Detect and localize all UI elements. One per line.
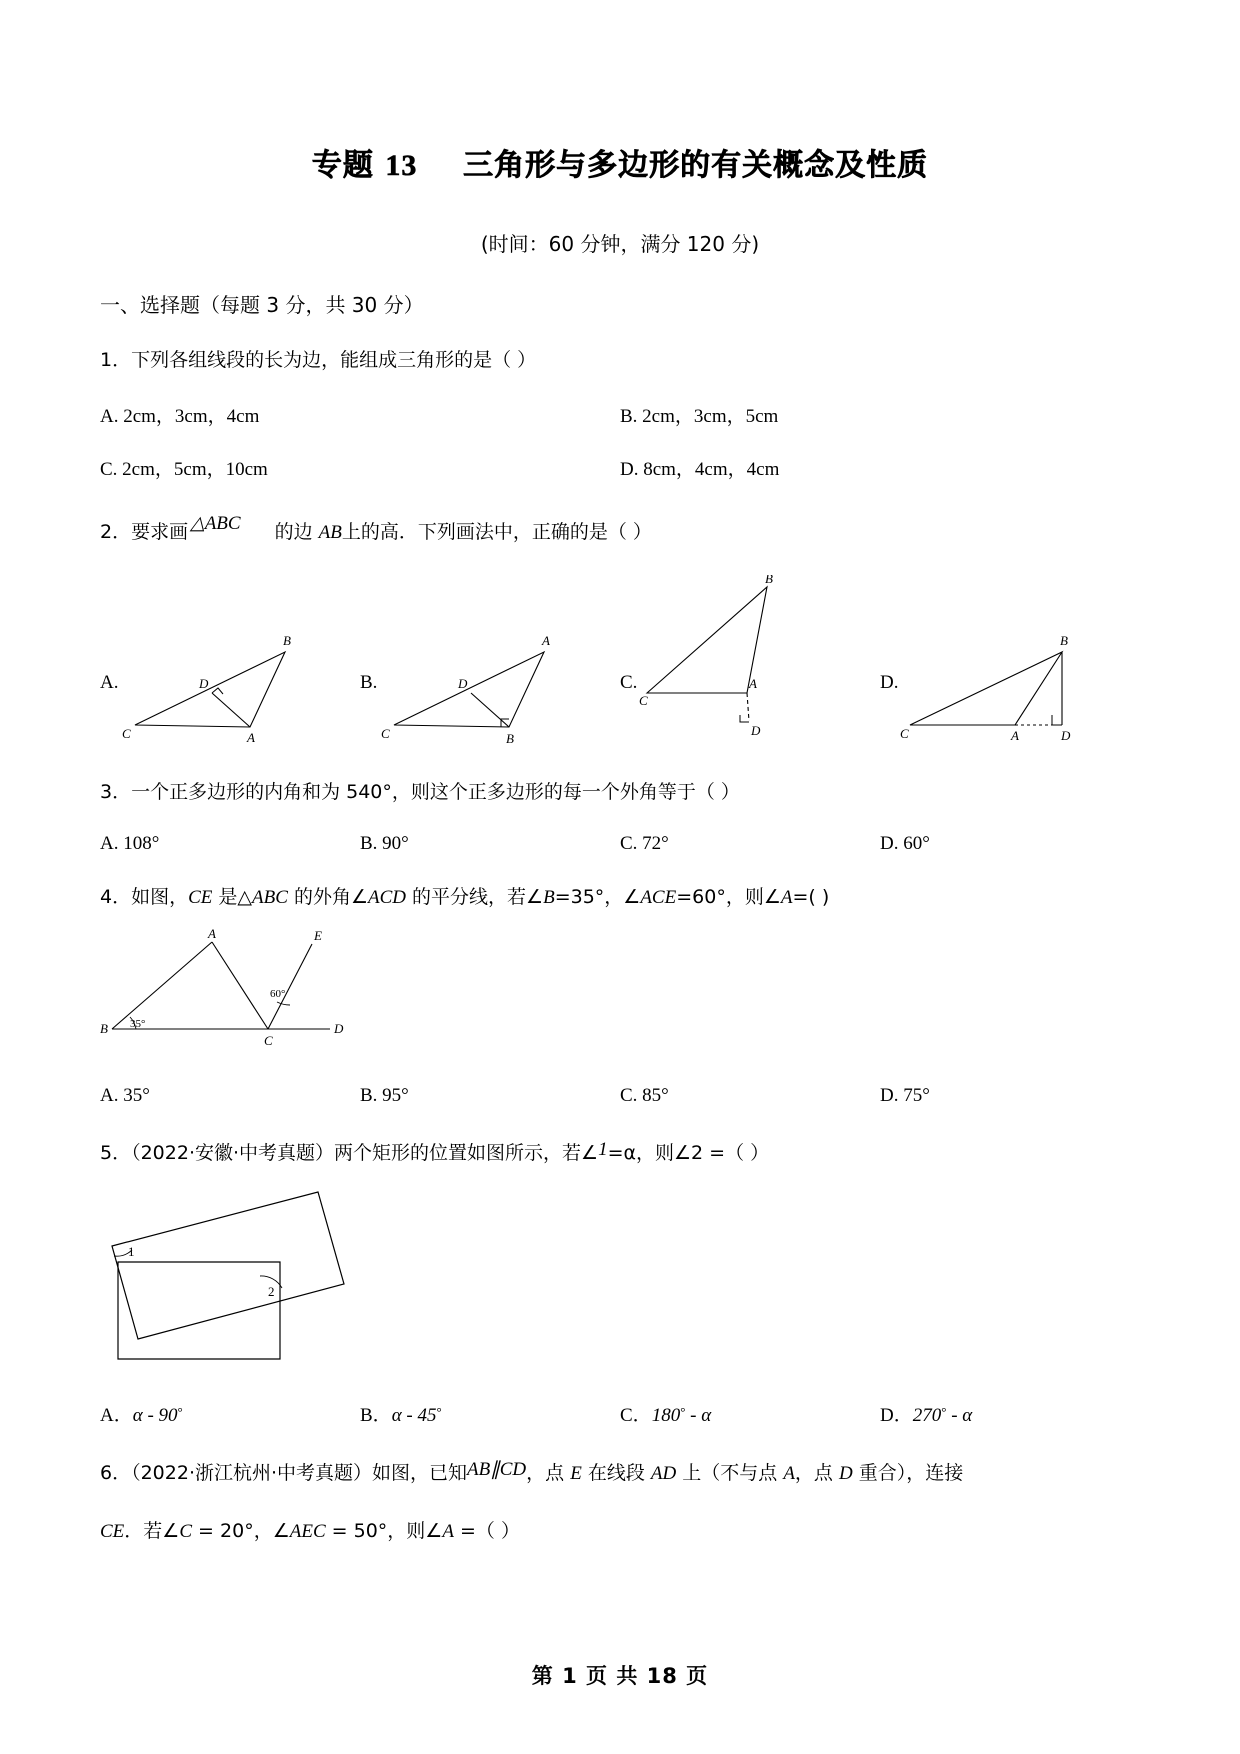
q4-acd: ACD <box>368 887 406 909</box>
vertex-label-C: C <box>264 1032 273 1048</box>
vertex-label-D: D <box>751 722 761 738</box>
figure-option-A <box>100 570 360 750</box>
option-5-B-expr: α - 45 <box>391 1405 437 1427</box>
q6-seg-j: =（ ） <box>453 1519 520 1542</box>
option-5-C-expr: 180 <box>651 1405 681 1427</box>
option-5-D-expr: 270 <box>912 1405 942 1427</box>
option-4-C[interactable]: C. 85° <box>620 1084 669 1106</box>
q6-seg-a: 6．（2022·浙江杭州·中考真题）如图，已知 <box>100 1462 468 1485</box>
figure-option-C <box>620 570 880 750</box>
option-5-A-deg: ° <box>177 1404 183 1420</box>
q6-seg-d: 上（不与点 <box>676 1462 784 1485</box>
segment-ab-label: AB <box>318 522 342 544</box>
vertex-label-C: C <box>639 692 649 708</box>
question-4-text <box>100 883 1140 912</box>
question-5-options <box>100 1400 1140 1427</box>
figure-C-drawing <box>639 575 824 750</box>
vertex-label-C: C <box>122 725 132 741</box>
option-3-B[interactable]: B. 90° <box>360 833 409 855</box>
title-number: 13 <box>385 149 418 182</box>
q6-seg-g: ．若∠ <box>124 1519 180 1542</box>
q6-ce: CE <box>100 1520 125 1542</box>
triangle-abc-label: △ABC <box>190 513 241 535</box>
option-4-D[interactable]: D. 75° <box>880 1084 930 1106</box>
q5-angle-one: 1 <box>598 1138 608 1160</box>
vertex-label-A: A <box>749 675 758 691</box>
q6-seg-e: ，点 <box>794 1462 839 1485</box>
question-2-part3: 上的高．下列画法中，正确的是（ ） <box>341 521 652 544</box>
question-2-text <box>100 509 1140 547</box>
question-4-options <box>100 1085 1140 1107</box>
q4-b: B <box>543 887 555 909</box>
option-5-A[interactable] <box>100 1400 360 1427</box>
figure-option-B <box>360 570 620 750</box>
q4-ce: CE <box>188 887 213 909</box>
question-2-figures <box>100 570 1140 750</box>
vertex-label-D: D <box>199 675 209 691</box>
question-1-text: 1．下列各组线段的长为边，能组成三角形的是（ ） <box>100 349 537 371</box>
option-3-C[interactable]: C. 72° <box>620 833 669 855</box>
vertex-label-A: A <box>247 729 256 745</box>
option-4-A[interactable]: A. 35° <box>100 1084 150 1106</box>
question-5-text <box>100 1135 1140 1168</box>
question-5-figure <box>100 1184 1140 1374</box>
vertex-label-C: C <box>900 725 910 741</box>
vertex-label-B: B <box>765 574 774 586</box>
option-3-A[interactable]: A. 108° <box>100 833 160 855</box>
option-3-D[interactable]: D. 60° <box>880 833 930 855</box>
vertex-label-D: D <box>1061 727 1071 743</box>
figure-A-drawing <box>120 630 305 750</box>
option-1-D[interactable]: D. 8cm，4cm，4cm <box>620 459 780 481</box>
question-3-options <box>100 833 1140 855</box>
option-5-B-deg: ° <box>436 1404 442 1420</box>
figure-q4-drawing <box>100 929 380 1054</box>
vertex-label-B: B <box>1060 632 1069 648</box>
page-footer: 第 1 页 共 18 页 <box>531 1664 709 1688</box>
figure-label-C: C. <box>620 671 638 693</box>
question-6-text-line1 <box>100 1455 1140 1488</box>
option-5-C-deg: ° <box>680 1404 686 1420</box>
option-5-D-deg: ° <box>941 1404 947 1420</box>
vertex-label-B: B <box>283 632 292 648</box>
q4-seg-d: 的平分线，若∠ <box>406 886 544 909</box>
q6-segment-ad: AD <box>650 1463 677 1485</box>
q6-point-a: A <box>783 1463 795 1485</box>
option-5-B[interactable] <box>360 1400 620 1427</box>
vertex-label-A: A <box>208 928 216 941</box>
vertex-label-B: B <box>506 730 515 746</box>
q6-angle-a: A <box>442 1520 454 1542</box>
option-5-A-label: A． <box>100 1405 133 1427</box>
title-name: 三角形与多边形的有关概念及性质 <box>463 148 929 183</box>
figure-label-B: B. <box>360 671 378 693</box>
section-heading-choice: 一、选择题（每题 3 分，共 30 分） <box>100 293 424 317</box>
angle-1-label: 1 <box>128 1244 135 1260</box>
angle-2-label: 2 <box>268 1284 275 1300</box>
page-content <box>100 0 1140 1546</box>
q6-angle-aec: AEC <box>289 1520 326 1542</box>
q4-seg-f: =60°，则∠ <box>676 886 781 909</box>
figure-q5-drawing <box>100 1184 360 1369</box>
q6-seg-f: 重合），连接 <box>852 1462 964 1485</box>
vertex-label-D: D <box>458 675 468 691</box>
title-prefix: 专题 <box>311 148 374 183</box>
option-1-B[interactable]: B. 2cm，3cm，5cm <box>620 406 779 428</box>
question-1-options-row2 <box>100 454 1140 481</box>
q6-seg-i: = 50°，则∠ <box>325 1519 443 1542</box>
question-4-figure <box>100 929 1140 1059</box>
option-5-C-label: C． <box>620 1405 652 1427</box>
question-6-text-line2 <box>100 1517 1140 1546</box>
option-4-B[interactable]: B. 95° <box>360 1084 409 1106</box>
q4-abc: ABC <box>252 887 288 909</box>
vertex-label-D: D <box>334 1020 344 1036</box>
angle-ace-value: 60° <box>270 987 286 1000</box>
option-5-D-label: D． <box>880 1405 913 1427</box>
figure-label-A: A. <box>100 671 119 693</box>
q4-seg-g: =( ) <box>792 886 830 909</box>
figure-label-D: D. <box>880 671 899 693</box>
vertex-label-A: A <box>1011 727 1020 743</box>
question-1-options <box>100 401 1140 428</box>
question-3-text: 3．一个正多边形的内角和为 540°，则这个正多边形的每一个外角等于（ ） <box>100 780 740 803</box>
q4-seg-e: =35°，∠ <box>554 886 641 909</box>
question-2-part1: 2．要求画 <box>100 521 189 544</box>
vertex-label-A: A <box>542 632 551 648</box>
q6-seg-b: ，点 <box>526 1462 571 1485</box>
q4-seg-a: 4．如图， <box>100 886 189 909</box>
q6-angle-c: C <box>179 1520 193 1542</box>
figure-D-drawing <box>900 630 1085 750</box>
option-1-A[interactable]: A. 2cm，3cm，4cm <box>100 406 260 428</box>
option-5-D[interactable] <box>880 1400 1140 1427</box>
page-title <box>100 140 1140 184</box>
exam-info: (时间：60 分钟，满分 120 分) <box>480 232 760 256</box>
option-5-B-label: B． <box>360 1405 392 1427</box>
q6-seg-c: 在线段 <box>581 1462 651 1485</box>
q4-seg-b: 是△ <box>212 886 253 909</box>
option-5-A-expr: α - 90 <box>132 1405 178 1427</box>
q6-ab-parallel-cd: AB∥CD <box>467 1459 527 1481</box>
q5-seg-b: =α，则∠2 =（ ） <box>607 1141 770 1164</box>
vertex-label-E: E <box>314 928 322 943</box>
option-1-C[interactable]: C. 2cm，5cm，10cm <box>100 459 268 481</box>
q6-point-e: E <box>570 1463 582 1485</box>
question-2-part2: 的边 <box>274 521 313 544</box>
q4-ace: ACE <box>640 887 677 909</box>
q4-seg-c: 的外角∠ <box>287 886 368 909</box>
q6-point-d: D <box>838 1463 853 1485</box>
q5-seg-a: 5．（2022·安徽·中考真题）两个矩形的位置如图所示，若∠ <box>100 1141 599 1164</box>
option-5-C-tail: - α <box>685 1405 712 1427</box>
option-5-C[interactable] <box>620 1400 880 1427</box>
vertex-label-B: B <box>100 1020 108 1036</box>
angle-b-value: 35° <box>130 1017 146 1030</box>
q4-a: A <box>780 887 793 909</box>
option-5-D-tail: - α <box>946 1405 973 1427</box>
q6-seg-h: = 20°，∠ <box>192 1519 290 1542</box>
figure-option-D <box>880 570 1140 750</box>
vertex-label-C: C <box>381 725 391 741</box>
figure-B-drawing <box>379 630 564 750</box>
